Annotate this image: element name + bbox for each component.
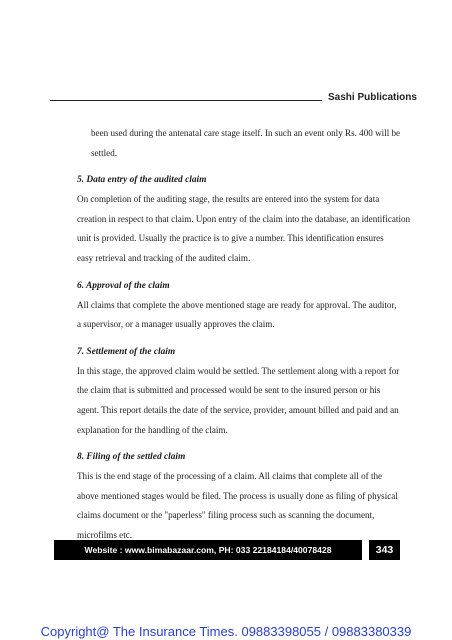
section-settlement — [77, 343, 400, 440]
body-line: This is the end stage of the processing of a claim. All claims that complete all of the — [77, 471, 383, 482]
section-heading: 5. Data entry of the audited claim — [77, 175, 207, 186]
body-line: above mentioned stages would be filed. The process is usually done as filing of physical — [77, 490, 398, 501]
publisher-name: Sashi Publications — [328, 92, 417, 103]
body-line: unit is provided. Usually the practice is to give a number. This identification ensures — [77, 233, 384, 244]
page-number: 343 — [369, 540, 400, 560]
body-line: the claim that is submitted and processed would be sent to the insured person or his — [77, 385, 381, 396]
body-line: been used during the antenatal care stage itself. In such an event only Rs. 400 will be — [91, 128, 401, 138]
section-filing — [77, 448, 398, 545]
body-line: microfilms etc. — [77, 529, 133, 540]
body-line: All claims that complete the above mentioned stage are ready for approval. The auditor, — [77, 299, 397, 310]
body-line: claims document or the "paperless" filing process such as scanning the document, — [77, 510, 375, 521]
body-line: On completion of the auditing stage, the results are entered into the system for data — [77, 194, 380, 205]
body-line: explanation for the handling of the claim. — [77, 424, 228, 435]
section-heading: 6. Approval of the claim — [77, 280, 170, 291]
header-rule — [50, 100, 322, 101]
body-line: creation in respect to that claim. Upon entry of the claim into the database, an identification — [77, 213, 411, 224]
body-line: agent. This report details the date of the service, provider, amount billed and paid and an — [77, 404, 399, 415]
footer-website-bar: Website : www.bimabazaar.com, PH: 033 22184184/40078428 — [54, 540, 362, 560]
section-heading: 7. Settlement of the claim — [77, 346, 176, 357]
section-heading: 8. Filing of the settled claim — [77, 452, 186, 463]
body-line: In this stage, the approved claim would be settled. The settlement along with a report for — [77, 365, 400, 376]
body-line: settled. — [91, 147, 118, 158]
body-line: a supervisor, or a manager usually approves the claim. — [77, 319, 275, 330]
section-approval — [77, 277, 397, 335]
copyright-notice: Copyright@ The Insurance Times. 09883398055 / 09883380339 — [40, 624, 412, 639]
page-content — [77, 124, 411, 546]
section-data-entry — [77, 171, 411, 268]
body-line: easy retrieval and tracking of the audited claim. — [77, 252, 251, 263]
